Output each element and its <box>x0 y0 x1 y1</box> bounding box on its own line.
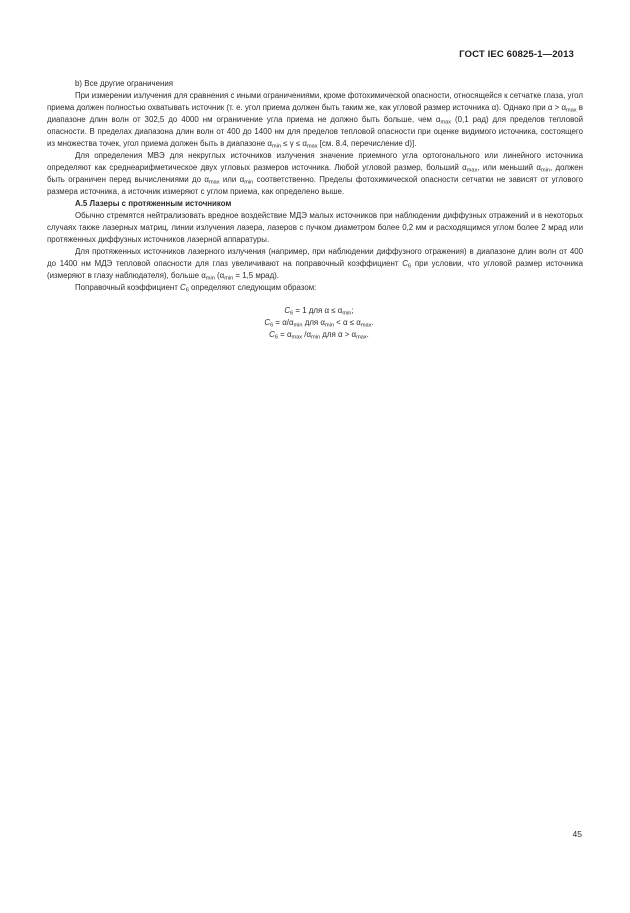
subsection-b-title: b) Все другие ограничения <box>75 79 174 88</box>
formula-c6-equals-one: $C_6 = 1$ для $\alpha \le \alpha_{min}$; <box>284 306 354 317</box>
paragraph-noncircular-sources: Для определения МВЭ для некруглых источников излучения значение приемного угла ортогонального или линейного источника определяют как среднеарифметическое двух угловых размеров источника. Любой угловой размер, больший $\alpha_{max}$, или меньший $\alpha_{min}$, должен быть ограничен перед вычислениями до $\alpha_{max}$ или $\alpha_{min}$ соответственно. Пределы фотохимической опасности сетчатки не зависят от углового размера источника, а источник измеряют с углом приема, как определено выше. <box>47 151 583 196</box>
page-content <box>47 78 583 341</box>
paragraph-extended-sources: Для протяженных источников лазерного излучения (например, при наблюдении диффузного отражения) в диапазоне длин волн от 400 до 1400 нм МДЭ тепловой опасности для глаз увеличивают на поправочный коэффициент $C_6$ при условии, что угловой размер источника (измеряют в глазу наблюдателя), больше $\alpha_{min}$ ($\alpha_{min} = 1,5$ мрад). <box>47 247 583 282</box>
standard-header: ГОСТ IEC 60825-1—2013 <box>459 49 574 60</box>
paragraph-correction-factor: Поправочный коэффициент $C_6$ определяют следующим образом: <box>75 283 317 294</box>
paragraph-small-sources: Обычно стремятся нейтрализовать вредное воздействие МДЭ малых источников при наблюдении диффузных отражений и в некоторых случаях также лазерных матриц, линии излучения лазера, лазеров с пучком диаметром более 0,2 мм и расходящимся углом более 2 мрад или протяженных диффузных источников лазерной аппаратуры. <box>47 211 583 244</box>
paragraph-acceptance-angle: При измерении излучения для сравнения с иными ограничениями, кроме фотохимической опасности, относящейся к сетчатке глаза, угол приема должен полностью охватывать источник (т. е. угол приема должен быть таким же, как угловой размер источника α). Однако при $\alpha > \alpha_{max}$ в диапазоне длин волн от 302,5 до 4000 нм ограничение угла приема не должно быть больше, чем $\alpha_{max}$ (0,1 рад) для пределов тепловой опасности. В пределах диапазона длин волн от 400 до 1400 нм для пределов тепловой опасности при оценке видимого источника, состоящего из множества точек, угол приема должен быть в диапазоне $\alpha_{min} \le \gamma \le \alpha_{max}$ [см. 8.4, перечисление d)]. <box>47 91 583 150</box>
formula-c6-ratio-max: $C_6 = \alpha_{max}$ $/\alpha_{min}$ для $\alpha > \alpha_{max}$. <box>269 330 369 341</box>
section-heading-a5: А.5 Лазеры с протяженным источником <box>75 199 232 208</box>
formula-c6-ratio-min: $C_6 = \alpha/\alpha_{min}$ для $\alpha_{min} < \alpha \le \alpha_{max}$. <box>264 318 374 329</box>
formula-block <box>47 305 583 341</box>
page-number: 45 <box>572 829 582 839</box>
